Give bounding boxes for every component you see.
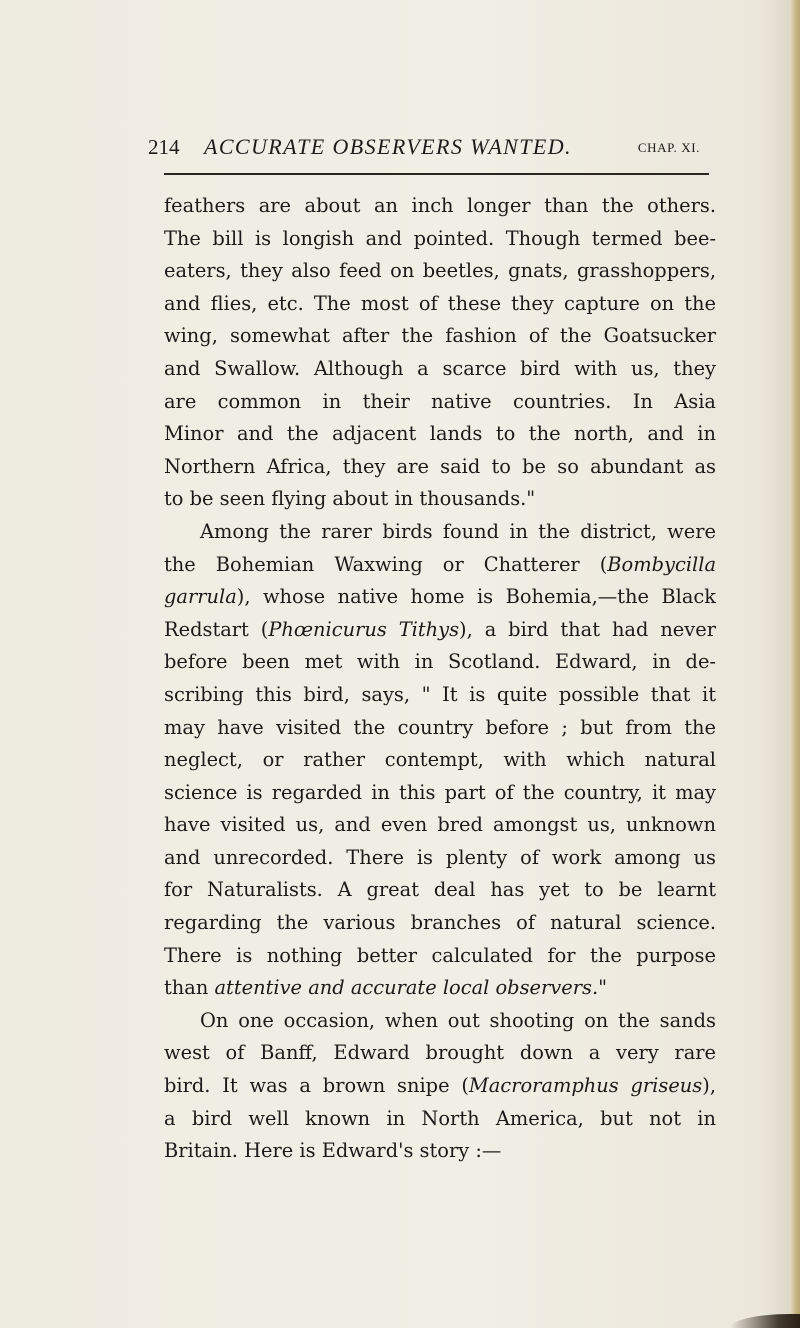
text-segment: " bbox=[598, 976, 608, 1000]
italic-text: Phœnicurus Tithys bbox=[268, 617, 460, 641]
text-segment: to be seen flying about in thousands." bbox=[164, 487, 536, 511]
text-segment: ), whose native home is Bohemia,—the Black bbox=[236, 585, 716, 609]
text-line bbox=[164, 874, 716, 907]
text-segment: neglect, or rather contempt, with which natural bbox=[164, 748, 716, 772]
text-line bbox=[164, 418, 716, 451]
text-line bbox=[164, 1037, 716, 1070]
text-segment: and flies, etc. The most of these they capture on the bbox=[164, 291, 716, 315]
text-segment: a bird well known in North America, but not in bbox=[164, 1106, 716, 1130]
text-segment: have visited us, and even bred amongst us, unknown bbox=[164, 813, 716, 837]
text-line bbox=[164, 353, 716, 386]
italic-text: attentive and accurate local observers. bbox=[214, 976, 599, 1000]
text-segment: ), a bird that had never bbox=[459, 617, 716, 641]
text-segment: scribing this bird, says, " It is quite possible that it bbox=[164, 682, 716, 706]
text-line bbox=[164, 581, 716, 614]
text-line bbox=[164, 1103, 716, 1136]
text-segment: eaters, they also feed on beetles, gnats, grasshoppers, bbox=[164, 259, 716, 283]
text-segment: Minor and the adjacent lands to the north, and in bbox=[164, 422, 716, 446]
text-line bbox=[164, 744, 716, 777]
text-line bbox=[164, 940, 716, 973]
text-line bbox=[164, 646, 716, 679]
text-segment: than bbox=[164, 976, 215, 1000]
text-line bbox=[164, 679, 716, 712]
text-segment: Among the rarer birds found in the district, were bbox=[200, 519, 716, 543]
page-number: 214 bbox=[148, 135, 180, 159]
text-line bbox=[164, 190, 716, 223]
running-title: ACCURATE OBSERVERS WANTED. bbox=[204, 134, 572, 159]
text-line bbox=[164, 516, 716, 549]
italic-text: Macroramphus griseus bbox=[468, 1074, 703, 1098]
text-line bbox=[164, 223, 716, 256]
text-line bbox=[164, 288, 716, 321]
text-line bbox=[164, 777, 716, 810]
text-segment: ), bbox=[702, 1074, 716, 1098]
body-text bbox=[164, 190, 716, 1168]
text-line bbox=[164, 483, 716, 516]
running-header bbox=[148, 134, 714, 164]
text-line bbox=[164, 972, 716, 1005]
text-line bbox=[164, 712, 716, 745]
text-line bbox=[164, 549, 716, 582]
text-segment: and unrecorded. There is plenty of work among us bbox=[164, 845, 716, 869]
page-corner-mark bbox=[730, 1314, 800, 1328]
text-segment: The bill is longish and pointed. Though termed bee- bbox=[164, 226, 716, 250]
text-segment: the Bohemian Waxwing or Chatterer ( bbox=[164, 552, 608, 576]
text-line bbox=[164, 320, 716, 353]
text-line bbox=[164, 451, 716, 484]
text-line bbox=[164, 1070, 716, 1103]
text-segment: On one occasion, when out shooting on the sands bbox=[200, 1008, 716, 1032]
text-line bbox=[164, 907, 716, 940]
text-segment: bird. It was a brown snipe ( bbox=[164, 1074, 469, 1098]
text-segment: There is nothing better calculated for the purpose bbox=[164, 943, 716, 967]
text-segment: may have visited the country before ; but from the bbox=[164, 715, 716, 739]
text-line bbox=[164, 614, 716, 647]
text-segment: feathers are about an inch longer than the others. bbox=[164, 194, 716, 217]
text-segment: Redstart ( bbox=[164, 617, 269, 641]
text-segment: and Swallow. Although a scarce bird with us, they bbox=[164, 356, 716, 380]
page-edge bbox=[790, 0, 800, 1328]
header-rule bbox=[164, 173, 709, 175]
text-line bbox=[164, 386, 716, 419]
text-segment: wing, somewhat after the fashion of the Goatsucker bbox=[164, 324, 716, 348]
italic-text: Bombycilla bbox=[607, 552, 716, 576]
text-segment: regarding the various branches of natural science. bbox=[164, 911, 716, 935]
text-segment: Britain. Here is Edward's story :— bbox=[164, 1139, 502, 1163]
text-segment: before been met with in Scotland. Edward, in de- bbox=[164, 650, 716, 674]
text-line bbox=[164, 1005, 716, 1038]
text-segment: science is regarded in this part of the country, it may bbox=[164, 780, 716, 804]
text-segment: are common in their native countries. In Asia bbox=[164, 389, 716, 413]
text-line bbox=[164, 1135, 716, 1168]
chapter-label: CHAP. XI. bbox=[637, 140, 700, 155]
italic-text: garrula bbox=[164, 585, 237, 609]
text-segment: for Naturalists. A great deal has yet to be learnt bbox=[164, 878, 716, 902]
text-segment: Northern Africa, they are said to be so abundant as bbox=[164, 454, 716, 478]
text-segment: west of Banff, Edward brought down a very rare bbox=[164, 1041, 716, 1065]
text-line bbox=[164, 255, 716, 288]
text-line bbox=[164, 809, 716, 842]
text-line bbox=[164, 842, 716, 875]
